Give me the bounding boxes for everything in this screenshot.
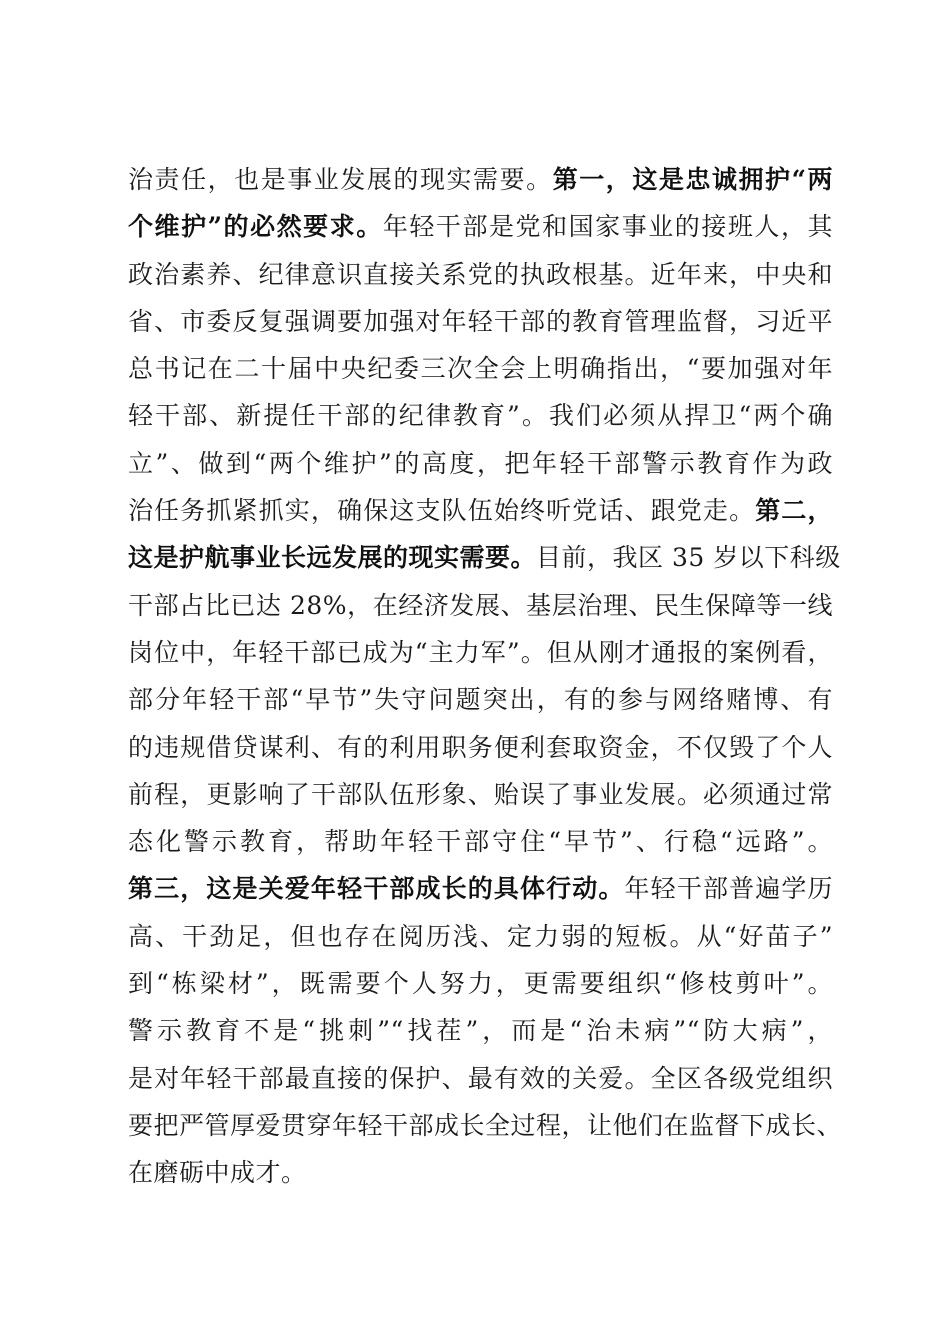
text-line: [128, 156, 833, 203]
text-segment: 总书记在二十届中央纪委三次全会上明确指出，“要加强对年: [128, 354, 833, 384]
text-line: [128, 913, 833, 960]
text-line: [128, 440, 833, 487]
text-segment: 岗位中，年轻干部已成为“主力军”。但从刚才通报的案例看，: [128, 637, 833, 667]
body-text: [128, 156, 843, 1197]
text-line: [128, 1102, 843, 1149]
text-line: [128, 298, 833, 345]
text-segment: 干部占比已达 28%，在经济发展、基层治理、民生保障等一线: [128, 590, 833, 620]
text-line: [128, 582, 833, 629]
text-line: [128, 392, 833, 439]
text-segment: 年轻干部普遍学历: [624, 874, 833, 904]
text-segment: 治任务抓紧抓实，确保这支队伍始终听党话、跟党走。: [128, 496, 756, 526]
text-segment: 轻干部、新提任干部的纪律教育”。我们必须从捍卫“两个确: [128, 401, 833, 431]
text-line: [128, 629, 833, 676]
text-line: [128, 1149, 833, 1196]
bold-heading-segment: 第三，这是关爱年轻干部成长的具体行动。: [128, 874, 625, 904]
text-segment: 政治素养、纪律意识直接关系党的执政根基。近年来，中央和: [128, 259, 833, 289]
text-line: [128, 676, 833, 723]
text-line: [128, 487, 833, 534]
text-line: [128, 1055, 833, 1102]
text-segment: 省、市委反复强调要加强对年轻干部的教育管理监督，习近平: [128, 306, 833, 336]
text-line: [128, 818, 833, 865]
text-line: [128, 1007, 833, 1054]
text-line: [128, 345, 833, 392]
text-segment: 治责任，也是事业发展的现实需要。: [128, 165, 553, 194]
bold-heading-segment: 个维护”的必然要求。: [128, 212, 383, 242]
text-segment: 目前，我区 35 岁以下科级: [536, 543, 841, 573]
text-line: [128, 203, 833, 250]
text-segment: 的违规借贷谋利、有的利用职务便利套取资金，不仅毁了个人: [128, 732, 833, 762]
text-line: [128, 865, 833, 912]
text-segment: 是对年轻干部最直接的保护、最有效的关爱。全区各级党组织: [128, 1063, 833, 1093]
bold-heading-segment: 第二，: [755, 496, 833, 526]
text-segment: 态化警示教育，帮助年轻干部守住“早节”、行稳“远路”。: [128, 827, 833, 857]
bold-heading-segment: 这是护航事业长远发展的现实需要。: [128, 543, 537, 573]
bold-heading-segment: 第一，这是忠诚拥护“两: [552, 165, 833, 194]
text-line: [128, 534, 841, 581]
text-line: [128, 251, 833, 298]
text-line: [128, 771, 833, 818]
text-segment: 警示教育不是“挑刺”“找茬”，而是“治未病”“防大病”，: [128, 1016, 833, 1046]
text-segment: 年轻干部是党和国家事业的接班人，其: [382, 212, 833, 242]
text-line: [128, 960, 833, 1007]
text-segment: 前程，更影响了干部队伍形象、贻误了事业发展。必须通过常: [128, 779, 833, 809]
text-segment: 要把严管厚爱贯穿年轻干部成长全过程，让他们在监督下成长、: [128, 1110, 843, 1140]
text-segment: 在磨砺中成才。: [128, 1158, 307, 1188]
text-line: [128, 724, 833, 771]
text-segment: 立”、做到“两个维护”的高度，把年轻干部警示教育作为政: [128, 448, 833, 478]
text-segment: 高、干劲足，但也存在阅历浅、定力弱的短板。从“好苗子”: [128, 921, 833, 951]
text-segment: 部分年轻干部“早节”失守问题突出，有的参与网络赌博、有: [128, 685, 833, 715]
text-segment: 到“栋梁材”，既需要个人努力，更需要组织“修枝剪叶”。: [128, 969, 833, 999]
